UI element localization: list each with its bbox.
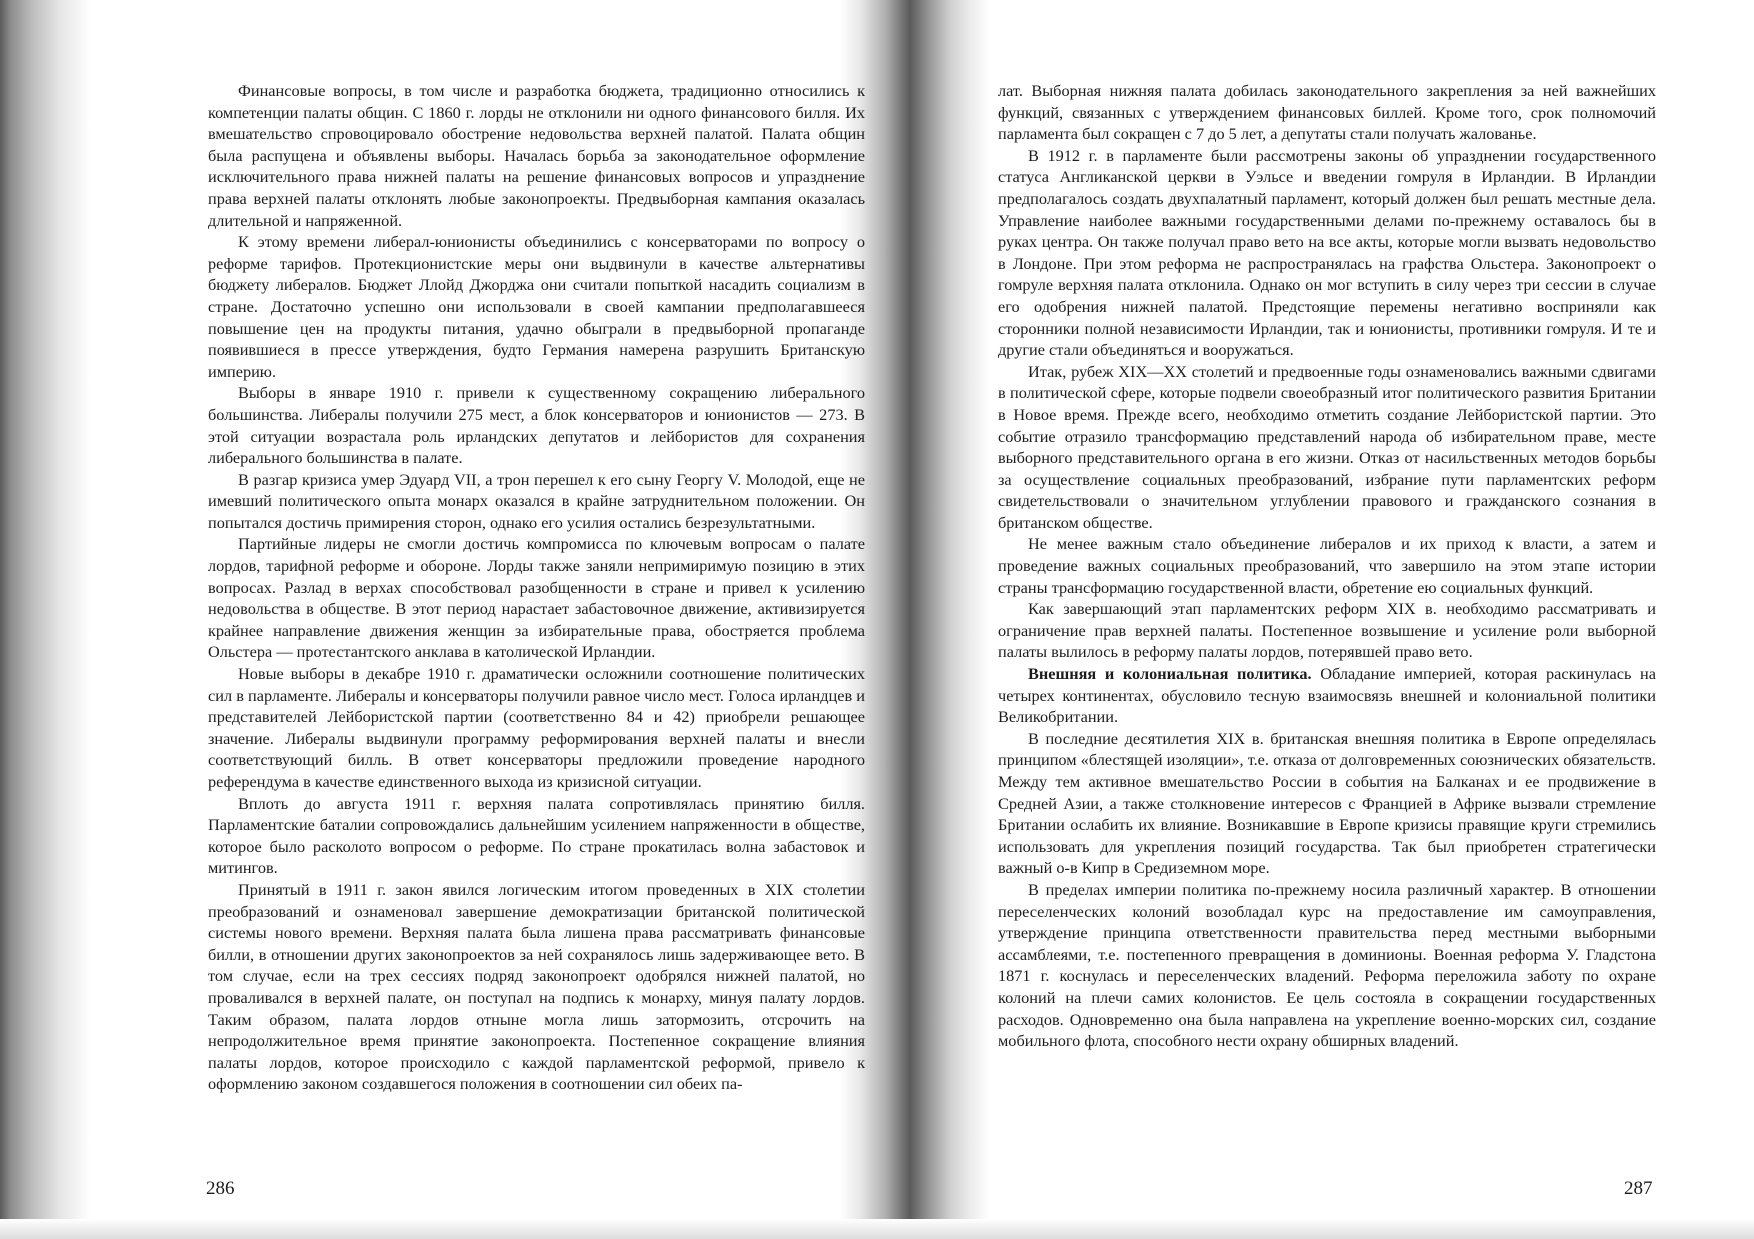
- paragraph: В 1912 г. в парламенте были рассмотрены законы об упразднении государственного статуса Англиканской церкви в Уэльсе и введении гомруля в Ирландии. В Ирландии предполагалось создать двухпалатный парламент, который должен был решать местные дела. Управление наиболее важными государственными делами по-прежнему оставалось бы в руках центра. Он также получал право вето на все акты, которые могли вызвать недовольство в Лондоне. При этом реформа не распространялась на графства Ольстера. Законопроект о гомруле верхняя палата отклонила. Однако он мог вступить в силу через три сессии в случае его одобрения нижней палатой. Предстоящие перемены негативно восприняли как сторонники полной независимости Ирландии, так и юнионисты, противники гомруля. И те и другие стали объединяться и вооружаться.: [998, 145, 1656, 360]
- paragraph: Выборы в январе 1910 г. привели к существенному сокращению либерального большинства. Либералы получили 275 мест, а блок консерваторов и юнионистов — 273. В этой ситуации возрастала роль ирландских депутатов и лейбористов для сохранения либерального большинства в палате.: [208, 383, 865, 468]
- paragraph: Как завершающий этап парламентских реформ XIX в. необходимо рассматривать и ограничение прав верхней палаты. Постепенное возвышение и усиление роли выборной палаты вылилось в реформу палаты лордов, потерявшей право вето.: [998, 599, 1656, 662]
- bottom-edge-shadow: [0, 1219, 1754, 1239]
- paragraph: Финансовые вопросы, в том числе и разработка бюджета, традиционно относились к компетенции палаты общин. С 1860 г. лорды не отклонили ни одного финансового билля. Их вмешательство спровоцировало обострение недовольства верхней палатой. Палата общин была распущена и объявлены выборы. Началась борьба за законодательное оформление исключительного права нижней палаты на решение финансовых вопросов и упразднение права верхней палаты отклонять любые законопроекты. Предвыборная кампания оказалась длительной и напряженной.: [208, 81, 865, 230]
- paragraph: Партийные лидеры не смогли достичь компромисса по ключевым вопросам о палате лордов, тарифной реформе и обороне. Лорды также заняли непримиримую позицию в этих вопросах. Разлад в верхах способствовал разобщенности в стране и привел к усилению недовольства в обществе. В этот период нарастает забастовочное движение, активизируется крайнее направление движения женщин за избирательные права, обостряется проблема Ольстера — протестантского анклава в католической Ирландии.: [208, 534, 865, 662]
- paragraph: Не менее важным стало объединение либералов и их приход к власти, а затем и проведение важных социальных преобразований, что завершило на этом этапе истории страны трансформацию государственной власти, обретение ею социальных функций.: [998, 534, 1656, 597]
- paragraph: В разгар кризиса умер Эдуард VII, а трон перешел к его сыну Георгу V. Молодой, еще не имевший политического опыта монарх оказался в крайне затруднительном положении. Он попытался достичь примирения сторон, однако его усилия остались безрезультатными.: [208, 469, 865, 532]
- paragraph: Итак, рубеж XIX—XX столетий и предвоенные годы ознаменовались важными сдвигами в политической сфере, которые подвели своеобразный итог политического развития Британии в Новое время. Прежде всего, необходимо отметить создание Лейбористской партии. Это событие отразило трансформацию представлений народа об избирательном праве, месте выборного представительного органа в его жизни. Отказ от насильственных методов борьбы за осуществление социальных преобразований, избрание пути парламентских реформ свидетельствовали о значительном углублении правового и гражданского сознания в британском обществе.: [998, 361, 1656, 532]
- paragraph: Новые выборы в декабре 1910 г. драматически осложнили соотношение политических сил в парламенте. Либералы и консерваторы получили равное число мест. Голоса ирландцев и представителей Лейбористской партии (соответственно 84 и 42) приобрели решающее значение. Либералы выдвинули программу реформирования верхней палаты и внесли соответствующий билль. В ответ консерваторы предложили проведение народного референдума в качестве единственного выхода из кризисной ситуации.: [208, 664, 865, 791]
- right-page-text: [998, 80, 1656, 1052]
- paragraph: В последние десятилетия XIX в. британская внешняя политика в Европе определялась принципом «блестящей изоляции», т.е. отказа от долговременных союзнических обязательств. Между тем активное вмешательство России в события на Балканах и ее продвижение в Средней Азии, а также столкновение интересов с Францией в Африке вызвали стремление Британии ослабить их влияние. Возникавшие в Европе кризисы правящие круги стремились использовать для укрепления позиций государства. Так был приобретен стратегически важный о-в Кипр в Средиземном море.: [998, 728, 1656, 878]
- paragraph: Принятый в 1911 г. закон явился логическим итогом проведенных в XIX столетии преобразований и ознаменовал завершение демократизации британской политической системы нового времени. Верхняя палата была лишена права рассматривать финансовые билли, в отношении других законопроектов за ней сохранялось лишь задерживающее вето. В том случае, если на трех сессиях подряд законопроект одобрялся нижней палатой, но проваливался в верхней палате, он поступал на подпись к монарху, минуя палату лордов. Таким образом, палата лордов отныне могла лишь затормозить, отсрочить на непродолжительное время принятие законопроекта. Постепенное сокращение влияния палаты лордов, которое происходило с каждой парламентской реформой, привело к оформлению законом создавшегося положения в соотношении сил обеих па-: [208, 879, 865, 1094]
- paragraph: К этому времени либерал-юнионисты объединились с консерваторами по вопросу о реформе тарифов. Протекционистские меры они выдвинули в качестве альтернативы бюджету либералов. Бюджет Ллойд Джорджа они считали попыткой насадить социализм в стране. Достаточно успешно они использовали в своей кампании предполагавшееся повышение цен на продукты питания, удачно обыграли в предвыборной пропаганде появившиеся в прессе утверждения, будто Германия намерена разрушить Британскую империю.: [208, 232, 865, 381]
- page-number-left: 286: [206, 1178, 235, 1199]
- paragraph: В пределах империи политика по-прежнему носила различный характер. В отношении переселенческих колоний возобладал курс на предоставление им самоуправления, утверждение принципа ответственности правительства перед местными выборными ассамблеями, т.е. постепенного превращения в доминионы. Военная реформа У. Гладстона 1871 г. коснулась и переселенческих владений. Реформа переложила заботу по охране колоний на плечи самих колонистов. Ее цель состояла в сокращении государственных расходов. Одновременно она была направлена на укрепление военно-морских сил, создание мобильного флота, способного нести охрану обширных владений.: [998, 879, 1656, 1051]
- section-paragraph: [998, 663, 1656, 728]
- section-heading: Внешняя и колониальная политика.: [1028, 664, 1312, 684]
- left-page-text: [208, 80, 865, 1095]
- page-number-right: 287: [1624, 1178, 1653, 1199]
- left-edge-shadow: [0, 0, 90, 1239]
- section-text: Обладание империей, которая раскинулась на четырех континентах, обусловило тесную взаимосвязь внешней и колониальной политики Великобритании.: [998, 664, 1656, 727]
- paragraph: Вплоть до августа 1911 г. верхняя палата сопротивлялась принятию билля. Парламентские баталии сопровождались дальнейшим усилением напряженности в обществе, которое было расколото вопросом о реформе. По стране прокатилась волна забастовок и митингов.: [208, 793, 865, 878]
- paragraph-continuation: лат. Выборная нижняя палата добилась законодательного закрепления за ней важнейших функций, связанных с утверждением финансовых биллей. Кроме того, срок полномочий парламента был сокращен с 7 до 5 лет, а депутаты стали получать жалованье.: [998, 81, 1656, 144]
